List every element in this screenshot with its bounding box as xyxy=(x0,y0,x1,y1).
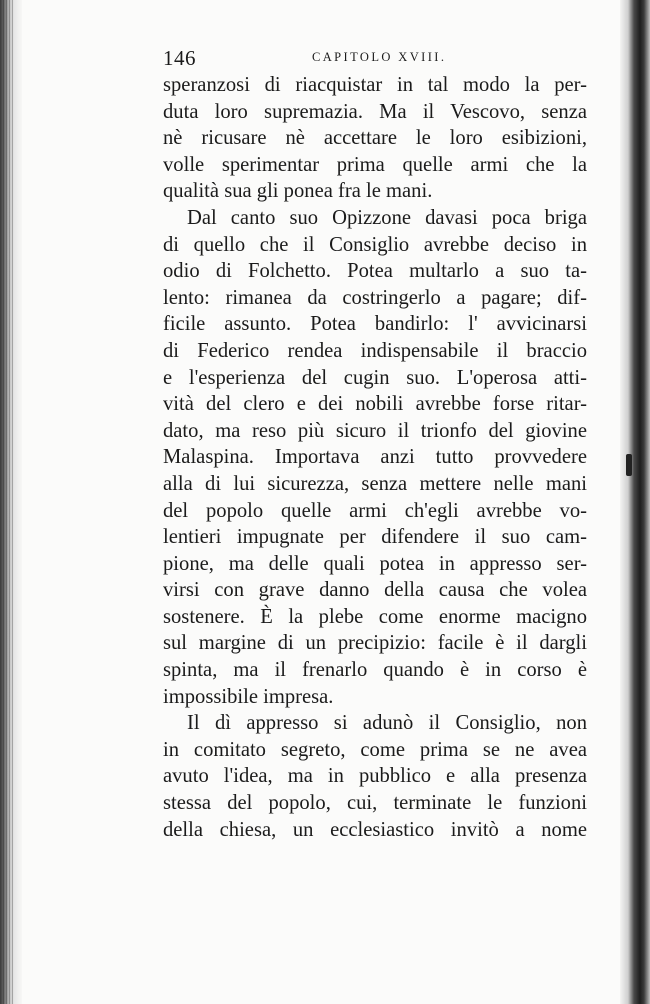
text-line: odio di Folchetto. Potea multarlo a suo ta- xyxy=(163,260,587,283)
text-line: stessa del popolo, cui, terminate le funzioni xyxy=(163,792,587,815)
paragraph xyxy=(163,205,587,710)
text-line: volle sperimentar prima quelle armi che la xyxy=(163,153,587,176)
text-line: ficile assunto. Potea bandirlo: l' avvicinarsi xyxy=(163,313,587,336)
text-line: Malaspina. Importava anzi tutto provvedere xyxy=(163,446,587,469)
gutter-page-edges xyxy=(3,0,13,1004)
text-line: Dal canto suo Opizzone davasi poca briga xyxy=(187,206,587,229)
text-line: in comitato segreto, come prima se ne avea xyxy=(163,738,587,761)
text-line: vità del clero e dei nobili avrebbe forse ritar- xyxy=(163,393,587,416)
page-number: 146 xyxy=(163,46,196,70)
text-line: virsi con grave danno della causa che volea xyxy=(163,579,587,602)
text-line: pione, ma delle quali potea in appresso ser- xyxy=(163,552,587,575)
text-line: della chiesa, un ecclesiastico invitò a nome xyxy=(163,818,587,841)
text-line: sostenere. È la plebe come enorme macigno xyxy=(163,605,587,628)
text-line: del popolo quelle armi ch'egli avrebbe vo- xyxy=(163,499,587,522)
paragraph xyxy=(163,72,587,205)
text-line: di quello che il Consiglio avrebbe deciso in xyxy=(163,233,587,256)
text-line: impossibile impresa. xyxy=(163,685,334,708)
chapter-title: CAPITOLO XVIII. xyxy=(312,50,447,64)
paragraph xyxy=(163,710,587,843)
text-line: duta loro supremazia. Ma il Vescovo, senza xyxy=(163,100,587,123)
text-line: di Federico rendea indispensabile il braccio xyxy=(163,339,587,362)
text-line: dato, ma reso più sicuro il trionfo del giovine xyxy=(163,419,587,442)
binding-gutter xyxy=(0,0,22,1004)
text-line: lento: rimanea da costringerlo a pagare; dif- xyxy=(163,286,587,309)
text-line: avuto l'idea, ma in pubblico e alla presenza xyxy=(163,765,587,788)
text-line: lentieri impugnate per difendere il suo cam- xyxy=(163,526,587,549)
text-line: speranzosi di riacquistar in tal modo la per- xyxy=(163,74,587,96)
text-line: Il dì appresso si adunò il Consiglio, non xyxy=(187,712,587,735)
text-line: qualità sua gli ponea fra le mani. xyxy=(163,180,433,203)
text-line: alla di lui sicurezza, senza mettere nelle mani xyxy=(163,472,587,495)
text-line: e l'esperienza del cugin suo. L'operosa atti- xyxy=(163,366,587,389)
page-edge xyxy=(620,0,650,1004)
text-line: sul margine di un precipizio: facile è il dargli xyxy=(163,632,587,655)
page-content xyxy=(163,38,587,843)
running-head xyxy=(163,38,587,72)
edge-mark xyxy=(626,454,632,476)
text-line: nè ricusare nè accettare le loro esibizioni, xyxy=(163,127,587,150)
body-text xyxy=(163,72,587,843)
text-line: spinta, ma il frenarlo quando è in corso è xyxy=(163,659,587,682)
